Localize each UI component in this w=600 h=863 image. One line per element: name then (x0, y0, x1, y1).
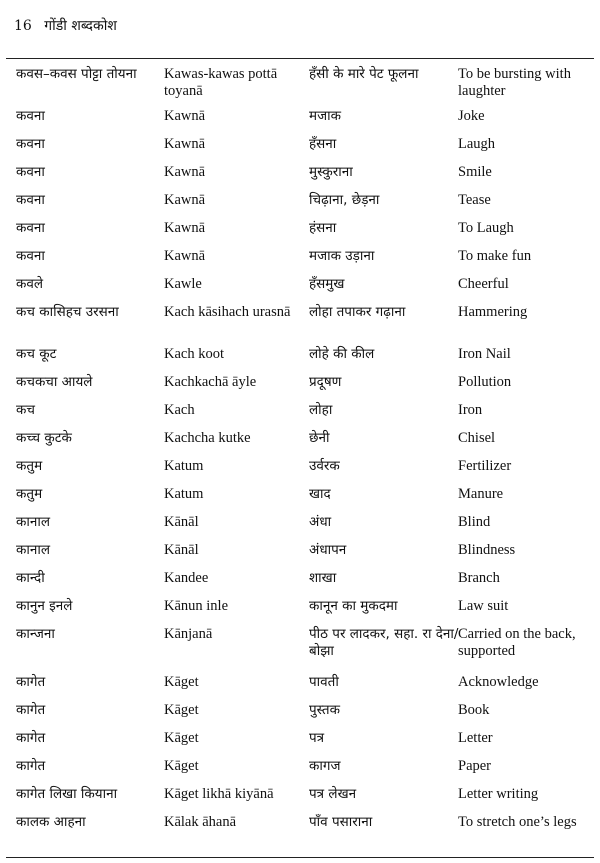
page-number: 16 (14, 18, 32, 34)
table-row (6, 542, 594, 570)
book-title: गोंडी शब्दकोश (44, 18, 117, 34)
gondi-word: कवना (16, 192, 45, 208)
hindi-meaning: शाखा (309, 570, 337, 586)
gondi-word: कतुम (16, 486, 43, 502)
table-row (6, 108, 594, 136)
hindi-meaning: हँसना (309, 136, 337, 152)
hindi-meaning: कानून का मुकदमा (309, 598, 398, 614)
english-meaning: Blind (458, 514, 491, 530)
transliteration: Kawnā (164, 248, 206, 264)
table-row (6, 674, 594, 702)
english-meaning: Joke (458, 108, 485, 124)
gondi-word: कवना (16, 164, 45, 180)
table-row (6, 514, 594, 542)
transliteration: Kāget (164, 758, 199, 774)
english-meaning: Book (458, 702, 490, 718)
english-meaning: Branch (458, 570, 500, 586)
gondi-word: कागेत (16, 702, 46, 718)
gondi-word: कागेत लिखा कियाना (16, 786, 118, 802)
gondi-word: कागेत (16, 758, 46, 774)
gondi-word: कालक आहना (16, 814, 86, 830)
gondi-word: कवना (16, 136, 45, 152)
table-row (6, 702, 594, 730)
hindi-meaning: अंधापन (309, 542, 347, 558)
table-row (6, 136, 594, 164)
table-row (6, 346, 594, 374)
table-row (6, 786, 594, 814)
table-row (6, 66, 594, 108)
table-row (6, 570, 594, 598)
table-row (6, 758, 594, 786)
dictionary-table (6, 58, 594, 858)
english-meaning: To Laugh (458, 220, 514, 236)
table-row (6, 164, 594, 192)
hindi-meaning: कागज (309, 758, 341, 774)
transliteration: Kāget (164, 730, 199, 746)
gondi-word: कान्दी (16, 570, 45, 586)
transliteration: Kānāl (164, 514, 199, 530)
gondi-word: कानुन इनले (16, 598, 73, 614)
gondi-word: कानाल (16, 542, 51, 558)
english-meaning: Iron Nail (458, 346, 511, 362)
table-row (6, 192, 594, 220)
gondi-word: कवना (16, 108, 45, 124)
transliteration: Kānjanā (164, 626, 213, 642)
table-row (6, 598, 594, 626)
transliteration: Katum (164, 458, 204, 474)
transliteration: Kach (164, 402, 195, 418)
transliteration: Kawnā (164, 220, 206, 236)
gondi-word: कच कूट (16, 346, 57, 362)
table-row (6, 220, 594, 248)
table-row (6, 402, 594, 430)
hindi-meaning: लोहे की कील (309, 346, 375, 362)
table-row (6, 814, 594, 842)
english-meaning: Acknowledge (458, 674, 539, 690)
table-row (6, 730, 594, 758)
gondi-word: कवना (16, 248, 45, 264)
transliteration: Kānun inle (164, 598, 229, 614)
english-meaning: Iron (458, 402, 483, 418)
transliteration: Kālak āhanā (164, 814, 237, 830)
english-meaning: Law suit (458, 598, 509, 614)
transliteration: Kāget likhā kiyānā (164, 786, 274, 802)
hindi-meaning: हंसना (309, 220, 337, 236)
gondi-word: कानाल (16, 514, 51, 530)
hindi-meaning: हँसमुख (309, 276, 345, 292)
hindi-meaning: मुस्कुराना (309, 164, 353, 180)
gondi-word: कच्च कुटके (16, 430, 72, 446)
hindi-meaning: मजाक (309, 108, 341, 124)
gondi-word: कागेत (16, 674, 46, 690)
table-row (6, 458, 594, 486)
transliteration: Katum (164, 486, 204, 502)
transliteration: Kach koot (164, 346, 224, 362)
hindi-meaning: प्रदूषण (309, 374, 342, 390)
transliteration: Kawle (164, 276, 202, 292)
transliteration: Kawnā (164, 164, 206, 180)
english-meaning: Letter (458, 730, 493, 746)
english-meaning: Pollution (458, 374, 512, 390)
english-meaning: To make fun (458, 248, 532, 264)
english-meaning: Manure (458, 486, 504, 502)
page-header (14, 16, 117, 35)
hindi-meaning: अंधा (309, 514, 332, 530)
table-row (6, 304, 594, 346)
english-meaning: Carried on the back, supported (458, 626, 576, 659)
hindi-meaning: मजाक उड़ाना (309, 248, 375, 264)
hindi-meaning: खाद (309, 486, 331, 502)
table-row (6, 430, 594, 458)
transliteration: Kawnā (164, 136, 206, 152)
transliteration: Kandee (164, 570, 209, 586)
transliteration: Kāget (164, 674, 199, 690)
gondi-word: कवना (16, 220, 45, 236)
hindi-meaning: उर्वरक (309, 458, 340, 474)
gondi-word: कतुम (16, 458, 43, 474)
table-row (6, 374, 594, 402)
english-meaning: Smile (458, 164, 492, 180)
table-row (6, 248, 594, 276)
english-meaning: Laugh (458, 136, 496, 152)
gondi-word: कान्जना (16, 626, 55, 642)
transliteration: Kāget (164, 702, 199, 718)
transliteration: Kachkachā āyle (164, 374, 257, 390)
hindi-meaning: पावती (309, 674, 339, 690)
hindi-meaning: चिढ़ाना, छेड़ना (309, 192, 380, 208)
english-meaning: Fertilizer (458, 458, 512, 474)
transliteration: Kachcha kutke (164, 430, 251, 446)
hindi-meaning: लोहा तपाकर गढ़ाना (309, 304, 406, 320)
english-meaning: To be bursting with laughter (458, 66, 571, 99)
table-row (6, 276, 594, 304)
transliteration: Kach kāsihach urasnā (164, 304, 291, 320)
transliteration: Kānāl (164, 542, 199, 558)
hindi-meaning: पुस्तक (309, 702, 340, 718)
gondi-word: कच (16, 402, 35, 418)
english-meaning: Hammering (458, 304, 528, 320)
english-meaning: Tease (458, 192, 491, 208)
hindi-meaning: लोहा (309, 402, 333, 418)
english-meaning: Paper (458, 758, 492, 774)
english-meaning: Cheerful (458, 276, 509, 292)
transliteration: Kawas-kawas pottā toyanā (164, 66, 278, 99)
transliteration: Kawnā (164, 108, 206, 124)
english-meaning: Blindness (458, 542, 516, 558)
gondi-word: कागेत (16, 730, 46, 746)
hindi-meaning: पत्र लेखन (309, 786, 357, 802)
hindi-meaning: पत्र (309, 730, 325, 746)
gondi-word: कचकचा आयले (16, 374, 93, 390)
english-meaning: Letter writing (458, 786, 539, 802)
gondi-word: कवले (16, 276, 44, 292)
table-row (6, 486, 594, 514)
hindi-meaning: पाँव पसाराना (309, 814, 373, 830)
english-meaning: To stretch one’s legs (458, 814, 577, 830)
table-row (6, 626, 594, 674)
hindi-meaning: छेनी (309, 430, 330, 446)
transliteration: Kawnā (164, 192, 206, 208)
hindi-meaning: हँसी के मारे पेट फूलना (309, 66, 419, 82)
gondi-word: कच कासिहच उरसना (16, 304, 119, 320)
gondi-word: कवस–कवस पोट्टा तोयना (16, 66, 137, 82)
english-meaning: Chisel (458, 430, 496, 446)
hindi-meaning: पीठ पर लादकर, सहा. रा देना/ बोझा (309, 626, 459, 659)
